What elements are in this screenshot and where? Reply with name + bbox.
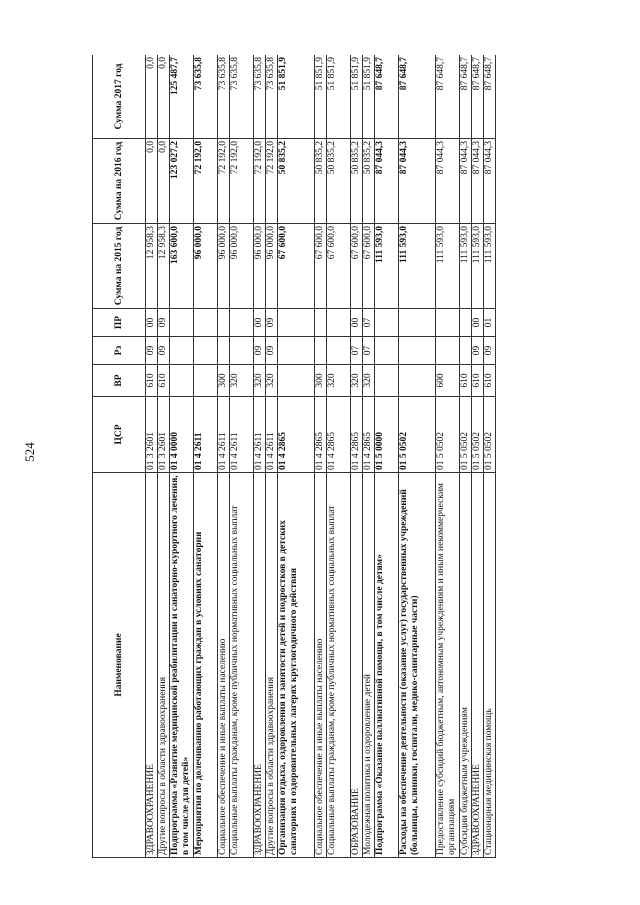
table-row <box>363 55 375 858</box>
table-row <box>315 55 327 858</box>
row-name: Мероприятия по долечиванию работающих граждан в условиях санатория <box>194 473 218 858</box>
table-row <box>158 55 170 858</box>
table-row <box>351 55 363 858</box>
row-pr <box>218 309 230 337</box>
row-name: Организация отдыха, оздоровления и занятости детей и подростков в детских санаториях и оздоровительных лагерях круглогодичного действия <box>278 473 315 858</box>
row-vr: 320 <box>254 365 266 397</box>
row-vr: 610 <box>460 365 472 397</box>
row-sum-2017: 51 851,9 <box>278 55 315 139</box>
row-pr <box>194 309 218 337</box>
row-pr <box>460 309 472 337</box>
header-csr: ЦСР <box>93 397 146 473</box>
row-vr: 320 <box>327 365 351 397</box>
row-rz: 09 <box>158 337 170 365</box>
table-row <box>472 55 484 858</box>
row-sum-2015: 111 593,0 <box>399 224 436 309</box>
row-sum-2017: 0,0 <box>146 55 158 139</box>
row-sum-2015: 12 958,3 <box>158 224 170 309</box>
row-pr: 07 <box>363 309 375 337</box>
row-sum-2017: 87 648,7 <box>436 55 460 139</box>
row-csr: 01 4 2865 <box>363 397 375 473</box>
row-sum-2017: 73 635,8 <box>266 55 278 139</box>
row-sum-2017: 87 648,7 <box>399 55 436 139</box>
row-sum-2016: 0,0 <box>158 139 170 224</box>
row-vr: 600 <box>436 365 460 397</box>
row-pr <box>399 309 436 337</box>
row-sum-2015: 12 958,3 <box>146 224 158 309</box>
row-rz <box>399 337 436 365</box>
row-sum-2017: 73 635,8 <box>194 55 218 139</box>
row-sum-2016: 50 835,2 <box>351 139 363 224</box>
table-row <box>460 55 472 858</box>
row-sum-2017: 73 635,8 <box>230 55 254 139</box>
table-row <box>327 55 351 858</box>
row-rz: 07 <box>351 337 363 365</box>
row-csr: 01 4 2611 <box>194 397 218 473</box>
table-body <box>146 55 496 858</box>
row-vr: 320 <box>230 365 254 397</box>
row-pr <box>327 309 351 337</box>
row-sum-2016: 72 192,0 <box>266 139 278 224</box>
table-row <box>194 55 218 858</box>
row-sum-2016: 123 027,2 <box>170 139 194 224</box>
row-rz: 09 <box>472 337 484 365</box>
table-row <box>254 55 266 858</box>
row-rz <box>278 337 315 365</box>
row-csr: 01 3 2601 <box>146 397 158 473</box>
row-sum-2016: 87 044,3 <box>436 139 460 224</box>
row-name: Расходы на обеспечение деятельности (оказание услуг) государственных учреждений (больницы, клиники, госпитали, медико-санитарные части) <box>399 473 436 858</box>
row-name: Социальное обеспечение и иные выплаты населению <box>315 473 327 858</box>
row-name: Другие вопросы в области здравоохранения <box>266 473 278 858</box>
row-sum-2016: 50 835,2 <box>327 139 351 224</box>
row-sum-2017: 51 851,9 <box>327 55 351 139</box>
row-sum-2016: 87 044,3 <box>472 139 484 224</box>
row-vr: 320 <box>351 365 363 397</box>
row-sum-2015: 96 000,0 <box>218 224 230 309</box>
row-csr: 01 4 2865 <box>327 397 351 473</box>
row-sum-2017: 125 487,7 <box>170 55 194 139</box>
row-rz <box>327 337 351 365</box>
row-sum-2015: 163 600,0 <box>170 224 194 309</box>
row-rz <box>436 337 460 365</box>
row-csr: 01 5 0000 <box>375 397 399 473</box>
row-sum-2017: 73 635,8 <box>218 55 230 139</box>
row-rz: 07 <box>363 337 375 365</box>
row-sum-2015: 111 593,0 <box>375 224 399 309</box>
row-sum-2016: 72 192,0 <box>254 139 266 224</box>
row-vr <box>399 365 436 397</box>
row-name: Социальное обеспечение и иные выплаты населению <box>218 473 230 858</box>
row-name: ЗДРАВООХРАНЕНИЕ <box>254 473 266 858</box>
row-pr <box>170 309 194 337</box>
row-csr: 01 4 2865 <box>315 397 327 473</box>
row-name: Стационарная медицинская помощь <box>484 473 496 858</box>
row-sum-2015: 111 593,0 <box>484 224 496 309</box>
row-sum-2017: 73 635,8 <box>254 55 266 139</box>
row-pr: 01 <box>484 309 496 337</box>
row-sum-2017: 51 851,9 <box>351 55 363 139</box>
row-name: Подпрограмма «Оказание паллиативной помощи, в том числе детям» <box>375 473 399 858</box>
row-sum-2017: 0,0 <box>158 55 170 139</box>
header-sum-2016: Сумма на 2016 год <box>93 139 146 224</box>
row-csr: 01 5 0502 <box>436 397 460 473</box>
table-row <box>375 55 399 858</box>
row-sum-2016: 87 044,3 <box>460 139 472 224</box>
row-vr: 610 <box>146 365 158 397</box>
row-sum-2017: 87 648,7 <box>472 55 484 139</box>
table-row <box>278 55 315 858</box>
row-name: Подпрограмма «Развитие медицинской реабилитации и санаторно-курортного лечения, в том числе для детей» <box>170 473 194 858</box>
row-sum-2016: 72 192,0 <box>230 139 254 224</box>
row-rz: 09 <box>254 337 266 365</box>
row-name: ЗДРАВООХРАНЕНИЕ <box>472 473 484 858</box>
row-sum-2015: 67 600,0 <box>363 224 375 309</box>
row-sum-2017: 87 648,7 <box>460 55 472 139</box>
row-rz: 09 <box>484 337 496 365</box>
row-sum-2016: 72 192,0 <box>194 139 218 224</box>
row-csr: 01 4 2611 <box>218 397 230 473</box>
row-pr <box>436 309 460 337</box>
table-row <box>218 55 230 858</box>
row-sum-2017: 51 851,9 <box>315 55 327 139</box>
row-sum-2015: 111 593,0 <box>436 224 460 309</box>
header-rz: Рз <box>93 337 146 365</box>
row-sum-2015: 67 600,0 <box>351 224 363 309</box>
table-row <box>230 55 254 858</box>
row-name: Другие вопросы в области здравоохранения <box>158 473 170 858</box>
table-row <box>146 55 158 858</box>
row-pr <box>375 309 399 337</box>
header-vr: ВР <box>93 365 146 397</box>
row-name: Молодежная политика и оздоровление детей <box>363 473 375 858</box>
row-csr: 01 4 2611 <box>266 397 278 473</box>
row-pr <box>230 309 254 337</box>
table-row <box>484 55 496 858</box>
row-vr <box>375 365 399 397</box>
row-pr: 00 <box>472 309 484 337</box>
row-sum-2015: 96 000,0 <box>230 224 254 309</box>
row-vr: 610 <box>472 365 484 397</box>
row-sum-2015: 67 600,0 <box>278 224 315 309</box>
table-row <box>266 55 278 858</box>
row-pr <box>278 309 315 337</box>
row-csr: 01 4 0000 <box>170 397 194 473</box>
header-sum-2017: Сумма 2017 год <box>93 55 146 139</box>
row-vr: 320 <box>363 365 375 397</box>
row-sum-2015: 96 000,0 <box>254 224 266 309</box>
row-rz <box>230 337 254 365</box>
row-csr: 01 5 0502 <box>472 397 484 473</box>
row-vr <box>278 365 315 397</box>
row-rz: 09 <box>146 337 158 365</box>
row-sum-2017: 87 648,7 <box>375 55 399 139</box>
row-vr <box>194 365 218 397</box>
row-vr <box>170 365 194 397</box>
row-csr: 01 4 2865 <box>351 397 363 473</box>
row-sum-2016: 72 192,0 <box>218 139 230 224</box>
row-sum-2016: 87 044,3 <box>399 139 436 224</box>
header-name: Наименование <box>93 473 146 858</box>
row-sum-2016: 50 835,2 <box>315 139 327 224</box>
row-sum-2015: 96 000,0 <box>266 224 278 309</box>
header-row <box>93 55 146 858</box>
row-csr: 01 5 0502 <box>399 397 436 473</box>
row-vr: 610 <box>158 365 170 397</box>
row-sum-2015: 67 600,0 <box>315 224 327 309</box>
row-csr: 01 4 2865 <box>278 397 315 473</box>
row-pr: 00 <box>351 309 363 337</box>
row-rz <box>460 337 472 365</box>
row-csr: 01 4 2611 <box>230 397 254 473</box>
row-sum-2016: 50 835,2 <box>278 139 315 224</box>
row-sum-2016: 0,0 <box>146 139 158 224</box>
row-csr: 01 5 0502 <box>460 397 472 473</box>
row-sum-2015: 96 000,0 <box>194 224 218 309</box>
row-pr: 00 <box>254 309 266 337</box>
row-rz <box>170 337 194 365</box>
row-sum-2015: 111 593,0 <box>460 224 472 309</box>
row-csr: 01 5 0502 <box>484 397 496 473</box>
row-pr: 00 <box>146 309 158 337</box>
header-sum-2015: Сумма на 2015 год <box>93 224 146 309</box>
row-csr: 01 3 2601 <box>158 397 170 473</box>
row-vr: 320 <box>266 365 278 397</box>
row-vr: 610 <box>484 365 496 397</box>
table-container <box>92 55 590 858</box>
row-sum-2017: 51 851,9 <box>363 55 375 139</box>
row-rz: 09 <box>266 337 278 365</box>
row-sum-2017: 87 648,7 <box>484 55 496 139</box>
row-sum-2016: 87 044,3 <box>375 139 399 224</box>
row-rz <box>315 337 327 365</box>
row-csr: 01 4 2611 <box>254 397 266 473</box>
row-sum-2015: 67 600,0 <box>327 224 351 309</box>
row-rz <box>194 337 218 365</box>
table-row <box>436 55 460 858</box>
budget-table <box>92 55 496 858</box>
row-rz <box>218 337 230 365</box>
header-pr: ПР <box>93 309 146 337</box>
table-row <box>170 55 194 858</box>
rotated-table-frame <box>92 55 590 858</box>
row-rz <box>375 337 399 365</box>
row-name: ЗДРАВООХРАНЕНИЕ <box>146 473 158 858</box>
row-name: ОБРАЗОВАНИЕ <box>351 473 363 858</box>
row-sum-2016: 50 835,2 <box>363 139 375 224</box>
row-sum-2015: 111 593,0 <box>472 224 484 309</box>
row-pr: 09 <box>266 309 278 337</box>
row-name: Социальные выплаты гражданам, кроме публичных нормативных социальных выплат <box>327 473 351 858</box>
table-row <box>399 55 436 858</box>
row-name: Предоставление субсидий бюджетным, автономным учреждениям и иным некоммерческим организациям <box>436 473 460 858</box>
row-name: Субсидии бюджетным учреждениям <box>460 473 472 858</box>
row-name: Социальные выплаты гражданам, кроме публичных нормативных социальных выплат <box>230 473 254 858</box>
row-vr: 300 <box>315 365 327 397</box>
row-sum-2016: 87 044,3 <box>484 139 496 224</box>
row-vr: 300 <box>218 365 230 397</box>
row-pr: 09 <box>158 309 170 337</box>
page-number: 524 <box>22 442 37 462</box>
row-pr <box>315 309 327 337</box>
